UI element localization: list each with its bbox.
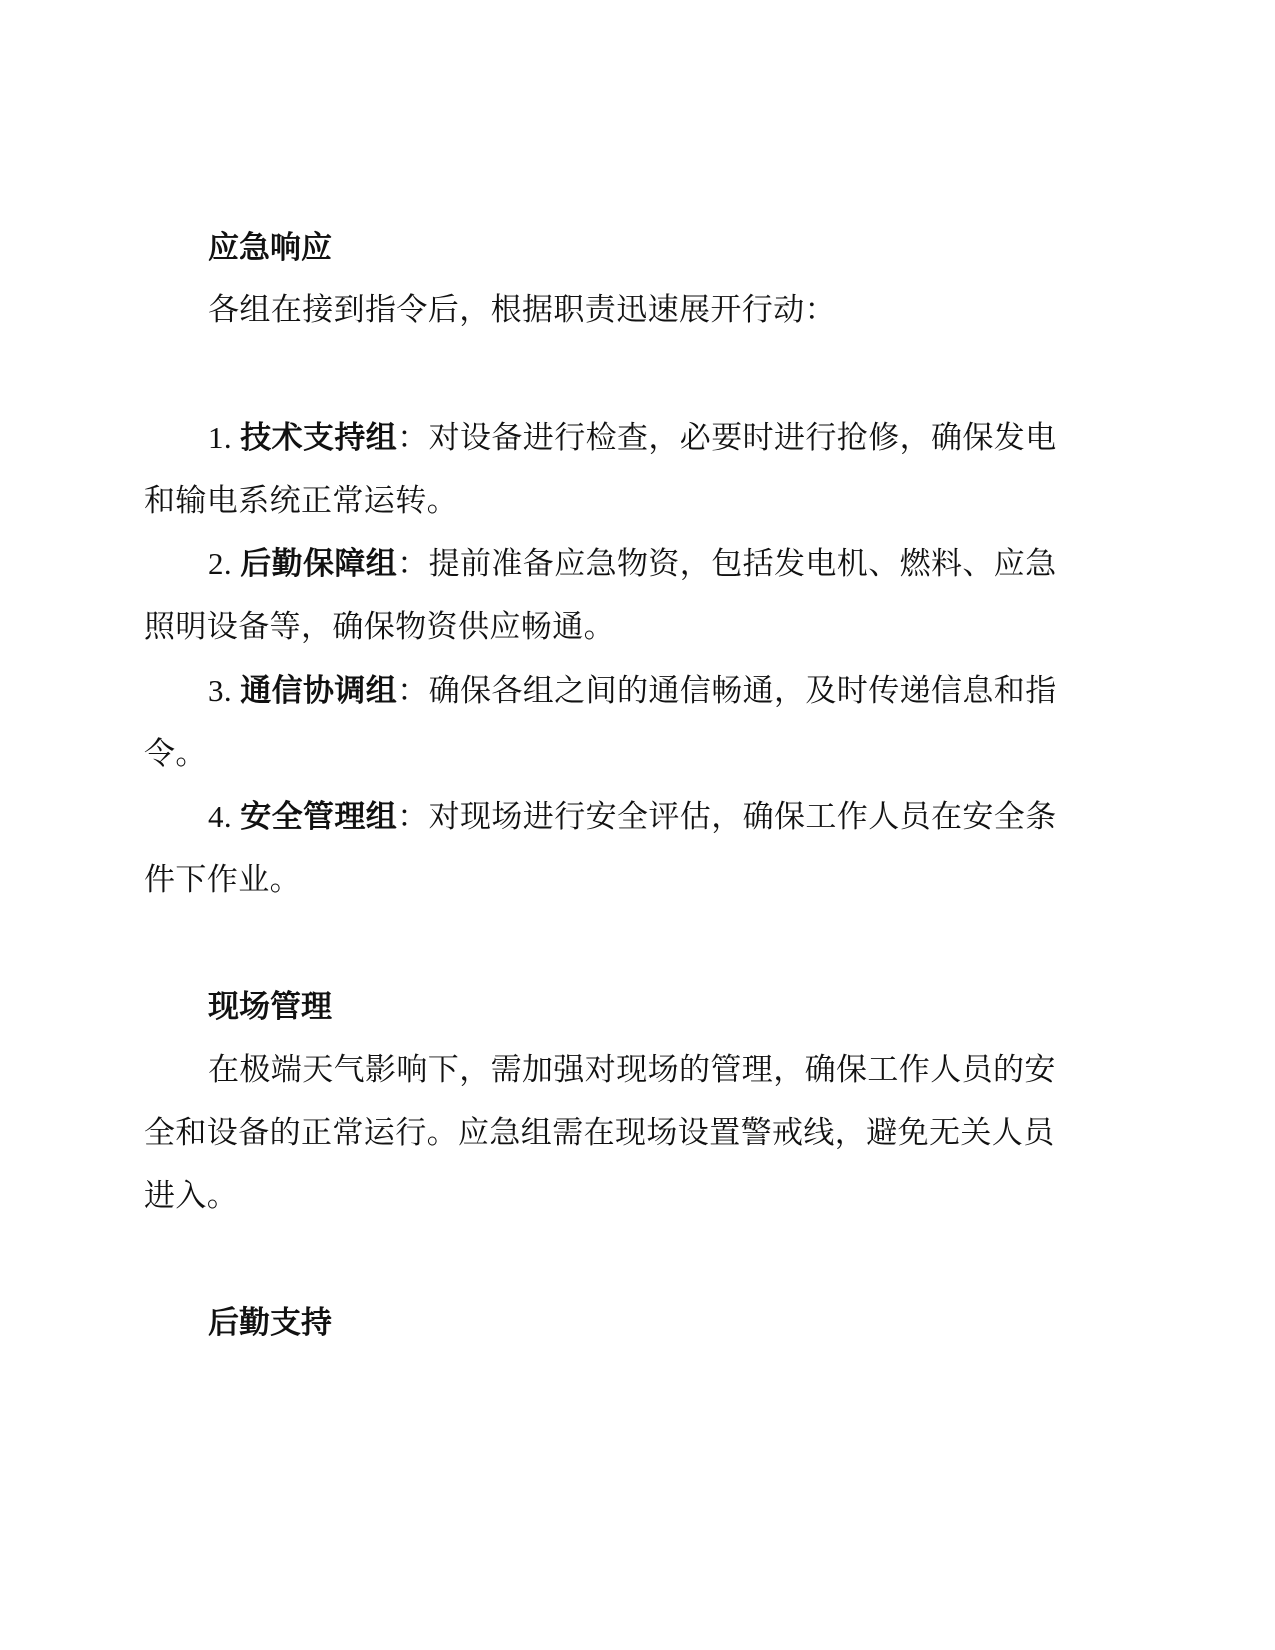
- list-number: 1.: [208, 420, 241, 455]
- list-item-1: [144, 406, 1068, 533]
- list-number: 2.: [208, 546, 241, 581]
- site-management-paragraph: 在极端天气影响下，需加强对现场的管理，确保工作人员的安全和设备的正常运行。应急组需在现场设置警戒线，避免无关人员进入。: [144, 1052, 1056, 1214]
- list-number: 3.: [208, 673, 241, 708]
- list-item-2: [144, 532, 1068, 659]
- list-item-text: 提前准备应急物资，包括发电机、燃料、应急照明设备等，确保物资供应畅通。: [144, 546, 1057, 645]
- list-item-text: 对设备进行检查，必要时进行抢修，确保发电和输电系统正常运转。: [144, 420, 1057, 519]
- list-item-label: 后勤保障组: [240, 546, 398, 582]
- list-item-label: 技术支持组: [240, 420, 398, 456]
- list-item-3: [144, 659, 1068, 786]
- list-item-separator: ：: [397, 546, 429, 582]
- list-item-separator: ：: [397, 420, 429, 456]
- list-item-text: 对现场进行安全评估，确保工作人员在安全条件下作业。: [144, 799, 1057, 898]
- list-item-text: 确保各组之间的通信畅通，及时传递信息和指令。: [144, 673, 1057, 772]
- list-number: 4.: [208, 799, 241, 834]
- list-item-4: [144, 785, 1068, 912]
- intro-paragraph: 各组在接到指令后，根据职责迅速展开行动：: [208, 292, 836, 328]
- heading-emergency-response: 应急响应: [208, 230, 332, 266]
- list-item-separator: ：: [397, 673, 429, 709]
- heading-site-management: 现场管理: [208, 989, 332, 1025]
- list-item-label: 通信协调组: [240, 673, 398, 709]
- list-item-separator: ：: [397, 799, 429, 835]
- heading-logistics-support: 后勤支持: [208, 1305, 332, 1341]
- list-item-label: 安全管理组: [240, 799, 398, 835]
